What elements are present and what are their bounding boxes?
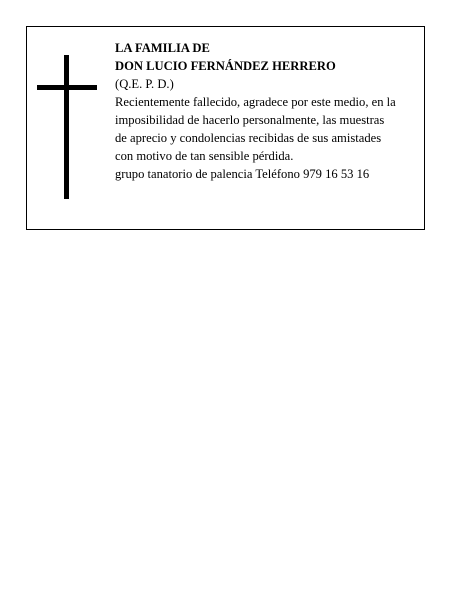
body-line-2: imposibilidad de hacerlo personalmente, las muestras (115, 113, 385, 127)
notice-text (115, 39, 421, 183)
contact-line: grupo tanatorio de palencia Teléfono 979 16 53 16 (115, 167, 370, 181)
body-line-1: Recientemente fallecido, agradece por este medio, en la (115, 95, 396, 109)
cross-horizontal-bar (37, 85, 97, 90)
deceased-name: DON LUCIO FERNÁNDEZ HERRERO (115, 59, 336, 73)
body-line-4: con motivo de tan sensible pérdida. (115, 149, 294, 163)
rip-label: (Q.E. P. D.) (115, 77, 174, 91)
obituary-notice (26, 26, 425, 230)
cross-icon (37, 55, 97, 199)
family-heading: LA FAMILIA DE (115, 41, 210, 55)
body-line-3: de aprecio y condolencias recibidas de sus amistades (115, 131, 382, 145)
cross-vertical-bar (64, 55, 69, 199)
